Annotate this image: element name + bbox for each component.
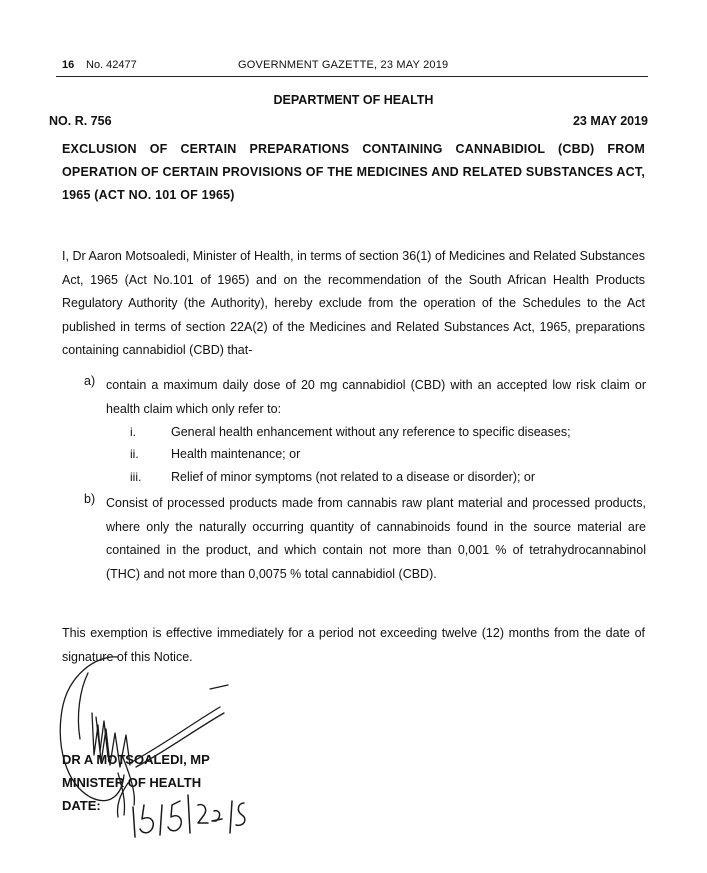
item-a-text: contain a maximum daily dose of 20 mg cannabidiol (CBD) with an accepted low risk claim or health claim which only refer to:	[106, 378, 646, 416]
handwritten-signature	[40, 655, 360, 865]
subitem-i-text: General health enhancement without any reference to specific diseases;	[171, 425, 571, 439]
date-label: DATE:	[62, 798, 101, 813]
signatory-name: DR A MOTSOALEDI, MP	[62, 752, 210, 767]
subitem-iii-text: Relief of minor symptoms (not related to a disease or disorder); or	[171, 470, 536, 484]
subitem-i-marker: i.	[130, 425, 136, 439]
item-b-text: Consist of processed products made from cannabis raw plant material and processed products, where only the naturally occurring quantity of cannabinoids found in the source material are contained in the product, and which contain not more than 0,001 % of tetrahydrocannabinol (THC) and not more than 0,0075 % total cannabidiol (CBD).	[106, 496, 646, 581]
department-heading: DEPARTMENT OF HEALTH	[273, 93, 434, 107]
header-divider	[56, 76, 648, 77]
notice-date: 23 MAY 2019	[572, 114, 648, 128]
notice-number: NO. R. 756	[49, 114, 112, 128]
subitem-ii-marker: ii.	[130, 447, 139, 461]
item-b-marker: b)	[84, 492, 96, 506]
signatory-title: MINISTER OF HEALTH	[62, 775, 202, 790]
subitem-iii-marker: iii.	[130, 470, 142, 484]
item-a-marker: a)	[84, 374, 96, 388]
intro-paragraph: I, Dr Aaron Motsoaledi, Minister of Health, in terms of section 36(1) of Medicines and Related Substances Act, 1965 (Act No.101 of 1965) and on the recommendation of the South African Health Products Regulatory Authority (the Authority), hereby exclude from the operation of the Schedules to the Act published in terms of section 22A(2) of the Medicines and Related Substances Act, 1965, preparations containing cannabidiol (CBD) that-	[62, 249, 645, 357]
notice-title: EXCLUSION OF CERTAIN PREPARATIONS CONTAINING CANNABIDIOL (CBD) FROM OPERATION OF CERTAIN PROVISIONS OF THE MEDICINES AND RELATED SUBSTANCES ACT, 1965 (ACT NO. 101 OF 1965)	[62, 142, 645, 202]
page-number: 16	[62, 59, 75, 71]
subitem-ii-text: Health maintenance; or	[171, 447, 301, 461]
gazette-title: GOVERNMENT GAZETTE, 23 MAY 2019	[238, 59, 449, 71]
closing-paragraph: This exemption is effective immediately for a period not exceeding twelve (12) months from the date of signature of this Notice.	[62, 626, 645, 664]
gazette-number: No. 42477	[86, 59, 137, 71]
